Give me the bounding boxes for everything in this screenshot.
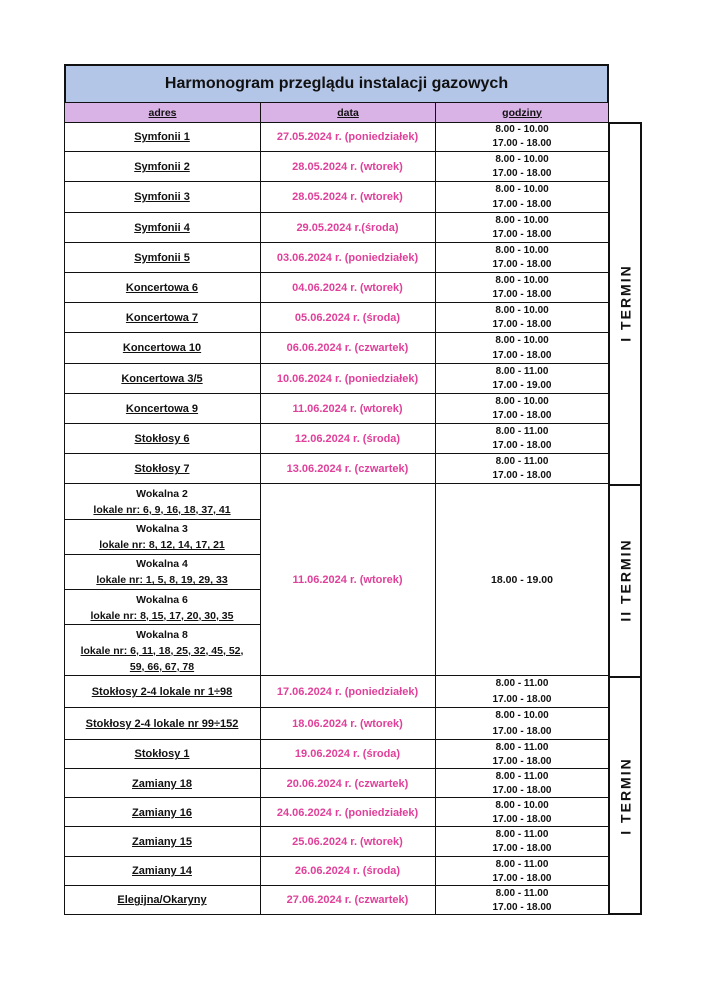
- address-cell: Koncertowa 10: [122, 342, 202, 355]
- address-cell: Koncertowa 9: [125, 402, 199, 415]
- hours-morning: 8.00 - 10.00: [495, 710, 549, 722]
- hours-afternoon: 17.00 - 18.00: [492, 258, 552, 270]
- hours-afternoon: 17.00 - 18.00: [492, 228, 552, 240]
- hours-morning: 8.00 - 11.00: [495, 456, 549, 468]
- grid-line: [435, 122, 436, 915]
- address-cell: Koncertowa 6: [125, 282, 199, 295]
- hours-afternoon: 17.00 - 18.00: [492, 725, 552, 737]
- date-cell: 26.06.2024 r. (środa): [294, 865, 401, 878]
- termin-label-cell: [609, 122, 642, 484]
- hours-afternoon: 17.00 - 18.00: [492, 168, 552, 180]
- wokalna-address-cell: [64, 625, 260, 676]
- hours-morning: 8.00 - 11.00: [495, 426, 549, 437]
- hours-morning: 8.00 - 11.00: [495, 887, 549, 899]
- date-cell: 28.05.2024 r. (wtorek): [292, 161, 403, 174]
- hours-afternoon: 17.00 - 18.00: [492, 138, 552, 150]
- address-cell: Stokłosy 6: [134, 433, 190, 446]
- hours-afternoon: 17.00 - 18.00: [492, 843, 552, 855]
- date-cell: 27.06.2024 r. (czwartek): [286, 894, 409, 907]
- hours-morning: 8.00 - 10.00: [495, 275, 549, 286]
- wokalna-address-cell: [64, 520, 260, 555]
- hours-cell: [435, 769, 609, 798]
- hours-cell: [435, 886, 609, 915]
- date-cell: 25.06.2024 r. (wtorek): [292, 835, 403, 848]
- address-cell: Symfonii 3: [134, 191, 190, 204]
- hours-afternoon: 17.00 - 18.00: [492, 319, 552, 331]
- hours-cell: [435, 827, 609, 856]
- termin-divider: [609, 122, 642, 124]
- termin-label: II TERMIN: [617, 538, 634, 623]
- hours-morning: 8.00 - 11.00: [495, 771, 549, 782]
- wokalna-date-cell: 11.06.2024 r. (wtorek): [292, 574, 403, 587]
- hours-cell: [435, 364, 609, 394]
- header-hours: godziny: [435, 103, 609, 123]
- hours-afternoon: 17.00 - 18.00: [492, 470, 552, 482]
- hours-afternoon: 17.00 - 18.00: [492, 755, 552, 767]
- wokalna-lokale: 59, 66, 67, 78: [129, 660, 195, 673]
- wokalna-name: Wokalna 6: [136, 593, 188, 606]
- date-cell: 18.06.2024 r. (wtorek): [292, 717, 403, 730]
- wokalna-name: Wokalna 4: [136, 558, 188, 571]
- grid-line: [64, 914, 609, 915]
- address-cell: Stokłosy 1: [134, 748, 190, 761]
- grid-line: [260, 122, 261, 915]
- address-cell: Zamiany 18: [132, 777, 192, 790]
- hours-afternoon: 17.00 - 18.00: [492, 289, 552, 301]
- grid-line: [640, 122, 642, 915]
- hours-afternoon: 17.00 - 18.00: [492, 440, 552, 452]
- address-cell: Symfonii 5: [134, 251, 190, 264]
- header-address: adres: [64, 103, 261, 123]
- hours-cell: [435, 424, 609, 454]
- address-cell: Symfonii 1: [134, 131, 190, 144]
- hours-morning: 8.00 - 10.00: [495, 184, 549, 196]
- hours-cell: [435, 182, 609, 212]
- date-cell: 05.06.2024 r. (środa): [294, 312, 401, 325]
- wokalna-address-cell: [64, 484, 260, 519]
- date-cell: 19.06.2024 r. (środa): [294, 748, 401, 761]
- date-cell: 11.06.2024 r. (wtorek): [292, 402, 403, 415]
- hours-afternoon: 17.00 - 18.00: [492, 694, 552, 706]
- termin-divider: [609, 676, 642, 678]
- hours-morning: 8.00 - 10.00: [495, 244, 549, 256]
- termin-label-cell: [609, 484, 642, 676]
- wokalna-name: Wokalna 2: [136, 487, 188, 500]
- hours-cell: [435, 454, 609, 484]
- hours-morning: 8.00 - 10.00: [495, 335, 549, 347]
- hours-afternoon: 17.00 - 18.00: [492, 409, 552, 421]
- date-cell: 24.06.2024 r. (poniedziałek): [276, 806, 419, 819]
- wokalna-hours-cell: 18.00 - 19.00: [491, 574, 553, 587]
- address-cell: Elegijna/Okaryny: [117, 894, 207, 907]
- wokalna-address-cell: [64, 555, 260, 590]
- hours-morning: 8.00 - 10.00: [495, 395, 549, 407]
- address-cell: Stokłosy 2-4 lokale nr 99÷152: [85, 717, 239, 730]
- hours-afternoon: 17.00 - 18.00: [492, 349, 552, 361]
- hours-afternoon: 17.00 - 18.00: [492, 198, 552, 210]
- wokalna-name: Wokalna 8: [136, 628, 188, 641]
- termin-label: I TERMIN: [617, 756, 634, 835]
- termin-divider: [609, 913, 642, 915]
- date-cell: 04.06.2024 r. (wtorek): [292, 282, 403, 295]
- hours-cell: [435, 708, 609, 740]
- date-cell: 13.06.2024 r. (czwartek): [286, 463, 409, 476]
- address-cell: Stokłosy 7: [134, 463, 190, 476]
- wokalna-address-cell: [64, 590, 260, 625]
- date-cell: 06.06.2024 r. (czwartek): [286, 342, 409, 355]
- grid-line: [64, 122, 65, 915]
- hours-cell: [435, 303, 609, 333]
- hours-afternoon: 17.00 - 19.00: [492, 379, 552, 391]
- address-cell: Koncertowa 7: [125, 312, 199, 325]
- hours-morning: 8.00 - 11.00: [495, 365, 549, 377]
- wokalna-lokale: lokale nr: 6, 9, 16, 18, 37, 41: [93, 503, 231, 516]
- address-cell: Koncertowa 3/5: [121, 372, 203, 385]
- address-cell: Symfonii 4: [134, 221, 190, 234]
- hours-morning: 8.00 - 11.00: [495, 858, 549, 870]
- date-cell: 27.05.2024 r. (poniedziałek): [276, 131, 419, 144]
- hours-cell: [435, 273, 609, 303]
- wokalna-lokale: lokale nr: 6, 11, 18, 25, 32, 45, 52,: [80, 644, 244, 657]
- hours-afternoon: 17.00 - 18.00: [492, 785, 552, 796]
- hours-cell: [435, 857, 609, 886]
- hours-cell: [435, 213, 609, 243]
- date-cell: 12.06.2024 r. (środa): [294, 433, 401, 446]
- wokalna-lokale: lokale nr: 8, 15, 17, 20, 30, 35: [90, 609, 234, 622]
- hours-cell: [435, 243, 609, 273]
- wokalna-lokale: lokale nr: 8, 12, 14, 17, 21: [99, 539, 225, 552]
- termin-label-cell: [609, 676, 642, 915]
- hours-afternoon: 17.00 - 18.00: [492, 901, 552, 913]
- address-cell: Zamiany 14: [132, 865, 192, 878]
- termin-divider: [609, 484, 642, 486]
- address-cell: Zamiany 15: [132, 835, 192, 848]
- hours-afternoon: 17.00 - 18.00: [492, 814, 552, 826]
- hours-morning: 8.00 - 11.00: [495, 829, 549, 841]
- page-title: Harmonogram przeglądu instalacji gazowych: [64, 64, 609, 104]
- hours-morning: 8.00 - 11.00: [495, 678, 549, 690]
- hours-cell: [435, 122, 609, 152]
- hours-morning: 8.00 - 10.00: [495, 124, 549, 135]
- hours-cell: [435, 333, 609, 363]
- hours-morning: 8.00 - 11.00: [495, 741, 549, 753]
- date-cell: 28.05.2024 r. (wtorek): [292, 191, 403, 204]
- address-cell: Symfonii 2: [134, 161, 190, 174]
- termin-label: I TERMIN: [617, 264, 634, 342]
- hours-cell: [435, 798, 609, 827]
- hours-cell: [435, 394, 609, 424]
- hours-morning: 8.00 - 10.00: [495, 800, 549, 812]
- hours-cell: [435, 676, 609, 708]
- hours-afternoon: 17.00 - 18.00: [492, 872, 552, 884]
- date-cell: 03.06.2024 r. (poniedziałek): [276, 251, 419, 264]
- hours-morning: 8.00 - 10.00: [495, 154, 549, 166]
- hours-cell: [435, 152, 609, 182]
- date-cell: 20.06.2024 r. (czwartek): [286, 777, 409, 790]
- date-cell: 29.05.2024 r.(środa): [296, 221, 399, 234]
- header-date: data: [260, 103, 436, 123]
- wokalna-lokale: lokale nr: 1, 5, 8, 19, 29, 33: [96, 574, 228, 587]
- hours-cell: [435, 740, 609, 769]
- address-cell: Zamiany 16: [132, 806, 192, 819]
- hours-morning: 8.00 - 10.00: [495, 305, 549, 317]
- date-cell: 17.06.2024 r. (poniedziałek): [276, 686, 419, 699]
- address-cell: Stokłosy 2-4 lokale nr 1÷98: [91, 686, 233, 699]
- wokalna-name: Wokalna 3: [136, 523, 188, 536]
- date-cell: 10.06.2024 r. (poniedziałek): [276, 372, 419, 385]
- hours-morning: 8.00 - 10.00: [495, 214, 549, 226]
